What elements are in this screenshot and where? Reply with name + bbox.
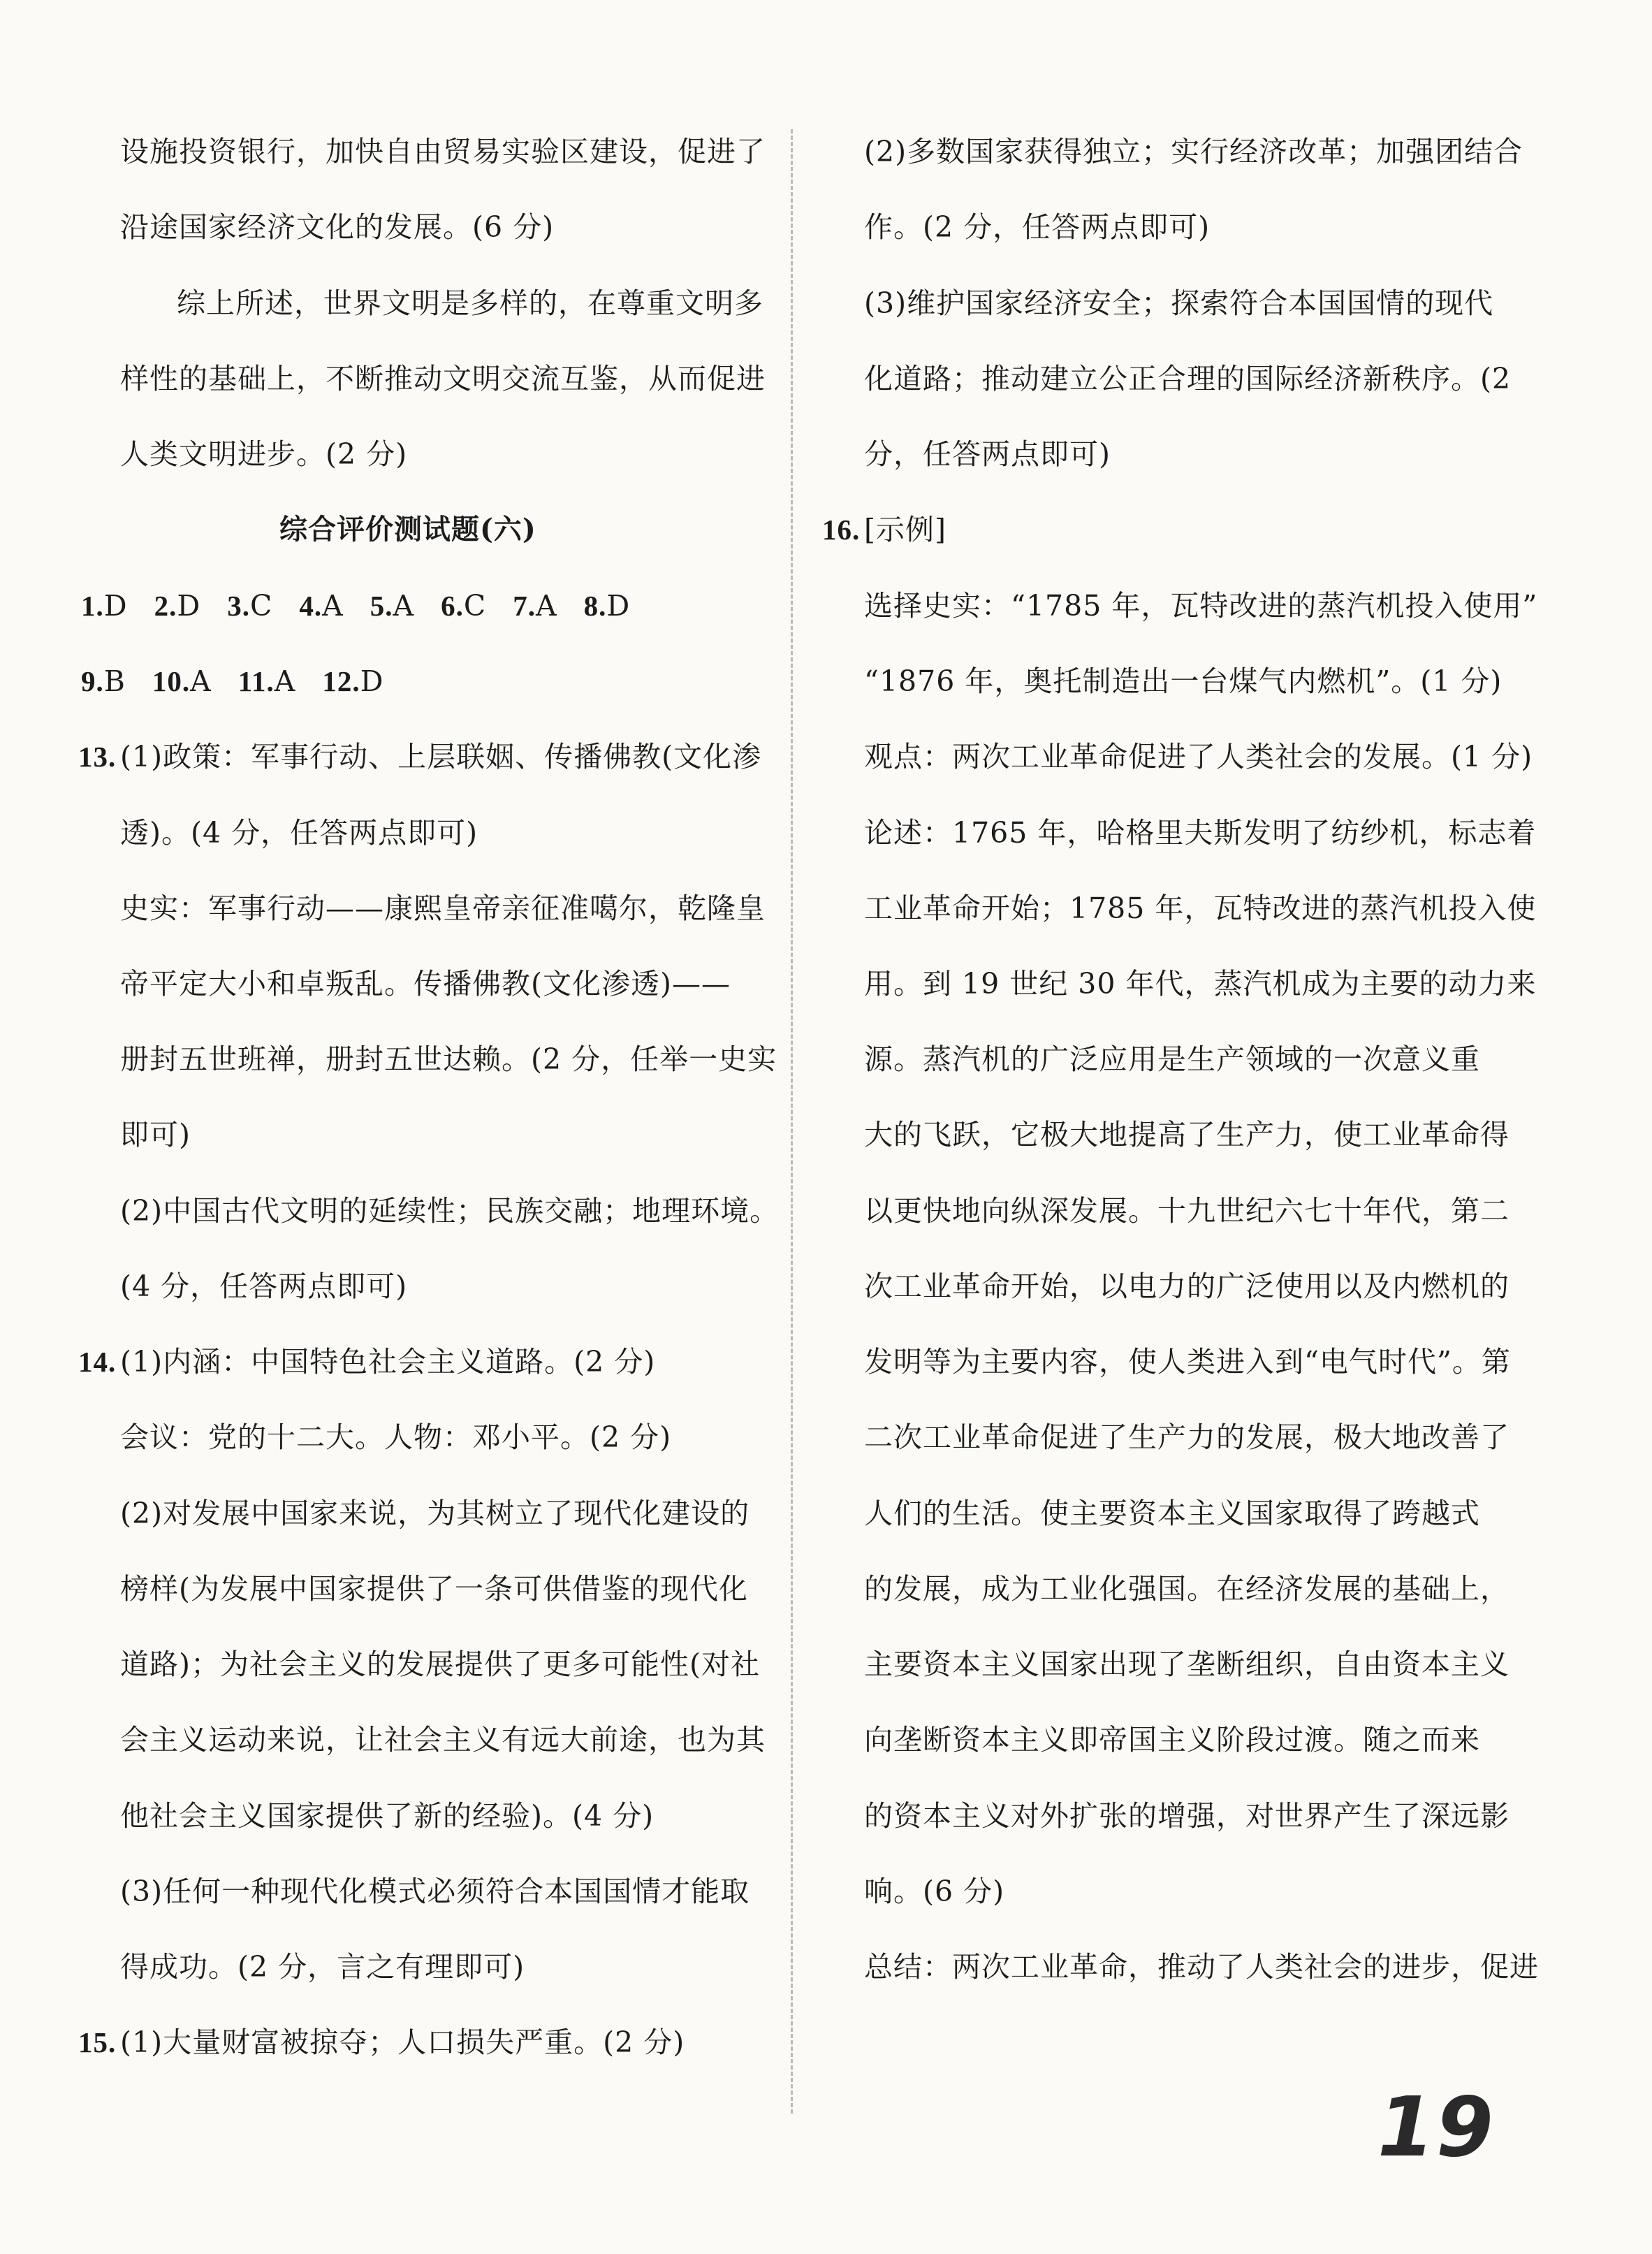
text-line: 主要资本主义国家出现了垄断组织，自由资本主义 — [864, 1648, 1510, 1681]
text-line: (2)多数国家获得独立；实行经济改革；加强团结合 — [864, 135, 1523, 168]
choice-letter: A — [190, 664, 212, 698]
text-line: (4 分，任答两点即可) — [120, 1270, 408, 1303]
choice-number: 11. — [237, 665, 275, 697]
text-line: 设施投资银行，加快自由贸易实验区建设，促进了 — [120, 135, 766, 168]
choice-number: 8. — [583, 590, 607, 622]
question-number-15: 15. — [78, 2026, 117, 2058]
text-line: 人们的生活。使主要资本主义国家取得了跨越式 — [864, 1497, 1480, 1530]
choice-letter: D — [606, 589, 631, 623]
text-line: 响。(6 分) — [864, 1875, 1005, 1908]
choice-answer — [227, 589, 272, 623]
choice-letter: C — [250, 589, 273, 623]
text-line: 作。(2 分，任答两点即可) — [864, 210, 1211, 244]
choice-answer — [299, 589, 343, 623]
choice-letter: A — [274, 664, 296, 698]
text-line: 化道路；推动建立公正合理的国际经济新秩序。(2 — [864, 362, 1512, 395]
question-number-16: 16. — [822, 514, 861, 546]
choice-letter: D — [360, 664, 384, 698]
text-line: 透)。(4 分，任答两点即可) — [120, 816, 478, 850]
answers-row-1 — [81, 585, 657, 627]
text-line: (3)维护国家经济安全；探索符合本国国情的现代 — [864, 286, 1494, 320]
choice-letter: A — [393, 589, 415, 623]
text-line: 大的飞跃，它极大地提高了生产力，使工业革命得 — [864, 1118, 1510, 1151]
text-line: 总结：两次工业革命，推动了人类社会的进步，促进 — [864, 1950, 1539, 1984]
text-line: 发明等为主要内容，使人类进入到“电气时代”。第 — [864, 1345, 1511, 1379]
text-line: 观点：两次工业革命促进了人类社会的发展。(1 分) — [864, 740, 1533, 773]
choice-number: 5. — [370, 590, 393, 622]
choice-answer — [81, 664, 126, 698]
text-line: 帝平定大小和卓叛乱。传播佛教(文化渗透)—— — [120, 967, 731, 1001]
text-line: (3)任何一种现代化模式必须符合本国国情才能取 — [120, 1875, 750, 1908]
text-line: 二次工业革命促进了生产力的发展，极大地改善了 — [864, 1420, 1510, 1454]
text-line: (2)对发展中国家来说，为其树立了现代化建设的 — [120, 1497, 750, 1530]
text-line: 综上所述，世界文明是多样的，在尊重文明多 — [177, 286, 763, 320]
text-line: 用。到 19 世纪 30 年代，蒸汽机成为主要的动力来 — [864, 967, 1537, 1001]
column-divider — [791, 129, 793, 2114]
choice-answer — [322, 664, 383, 698]
choice-answer — [370, 589, 414, 623]
question-number-14: 14. — [78, 1346, 117, 1378]
text-line: 沿途国家经济文化的发展。(6 分) — [120, 210, 555, 244]
choice-answer — [238, 664, 296, 698]
text-line: 源。蒸汽机的广泛应用是生产领域的一次意义重 — [864, 1042, 1480, 1076]
text-line: 样性的基础上，不断推动文明交流互鉴，从而促进 — [120, 362, 766, 395]
text-line: 选择史实：“1785 年，瓦特改进的蒸汽机投入使用” — [864, 589, 1538, 623]
choice-number: 2. — [154, 590, 177, 622]
section-title: 综合评价测试题(六) — [279, 513, 536, 546]
text-line: 得成功。(2 分，言之有理即可) — [120, 1950, 525, 1984]
choice-number: 1. — [81, 590, 104, 622]
question-number-13: 13. — [78, 741, 117, 773]
text-line: (2)中国古代文明的延续性；民族交融；地理环境。 — [120, 1194, 780, 1228]
choice-answer — [81, 589, 128, 623]
text-line: (1)大量财富被掠夺；人口损失严重。(2 分) — [120, 2026, 685, 2059]
text-line: 会议：党的十二大。人物：邓小平。(2 分) — [120, 1420, 672, 1454]
text-line: 人类文明进步。(2 分) — [120, 437, 408, 471]
choice-number: 4. — [299, 590, 323, 622]
text-line: 道路)；为社会主义的发展提供了更多可能性(对社 — [120, 1648, 760, 1681]
text-line: (1)政策：军事行动、上层联姻、传播佛教(文化渗 — [120, 740, 762, 773]
text-line: 分，任答两点即可) — [864, 437, 1111, 471]
text-line: 册封五世班禅，册封五世达赖。(2 分，任举一史实 — [120, 1042, 777, 1076]
choice-answer — [584, 589, 631, 623]
choice-answer — [513, 589, 557, 623]
text-line: “1876 年，奥托制造出一台煤气内燃机”。(1 分) — [864, 664, 1503, 698]
text-line: 史实：军事行动——康熙皇帝亲征准噶尔，乾隆皇 — [120, 892, 766, 925]
choice-letter: B — [103, 664, 126, 698]
page-number: 19 — [1377, 2079, 1495, 2175]
choice-answer — [154, 589, 201, 623]
text-line: 工业革命开始；1785 年，瓦特改进的蒸汽机投入使 — [864, 892, 1537, 925]
choice-number: 3. — [227, 590, 250, 622]
text-line: 次工业革命开始，以电力的广泛使用以及内燃机的 — [864, 1270, 1510, 1303]
text-line: (1)内涵：中国特色社会主义道路。(2 分) — [120, 1345, 656, 1379]
answers-row-2 — [81, 660, 410, 702]
text-line: 向垄断资本主义即帝国主义阶段过渡。随之而来 — [864, 1723, 1480, 1757]
text-line: 他社会主义国家提供了新的经验)。(4 分) — [120, 1799, 655, 1833]
text-line: 榜样(为发展中国家提供了一条可供借鉴的现代化 — [120, 1572, 748, 1606]
text-line: 的发展，成为工业化强国。在经济发展的基础上， — [864, 1572, 1510, 1606]
choice-number: 12. — [322, 665, 360, 697]
text-line: 即可) — [120, 1118, 191, 1151]
choice-number: 6. — [441, 590, 464, 622]
choice-letter: A — [322, 589, 344, 623]
choice-answer — [441, 589, 486, 623]
text-line: 会主义运动来说，让社会主义有远大前途，也为其 — [120, 1723, 766, 1757]
choice-letter: A — [535, 589, 557, 623]
choice-number: 7. — [513, 590, 536, 622]
text-line: 以更快地向纵深发展。十九世纪六七十年代，第二 — [864, 1194, 1510, 1228]
choice-number: 9. — [81, 665, 104, 697]
choice-number: 10. — [152, 665, 191, 697]
choice-letter: C — [463, 589, 487, 623]
text-line: [示例] — [864, 513, 946, 546]
choice-letter: D — [177, 589, 201, 623]
choice-answer — [152, 664, 212, 698]
text-line: 的资本主义对外扩张的增强，对世界产生了深远影 — [864, 1799, 1510, 1833]
choice-letter: D — [103, 589, 128, 623]
text-line: 论述：1765 年，哈格里夫斯发明了纺纱机，标志着 — [864, 816, 1537, 850]
